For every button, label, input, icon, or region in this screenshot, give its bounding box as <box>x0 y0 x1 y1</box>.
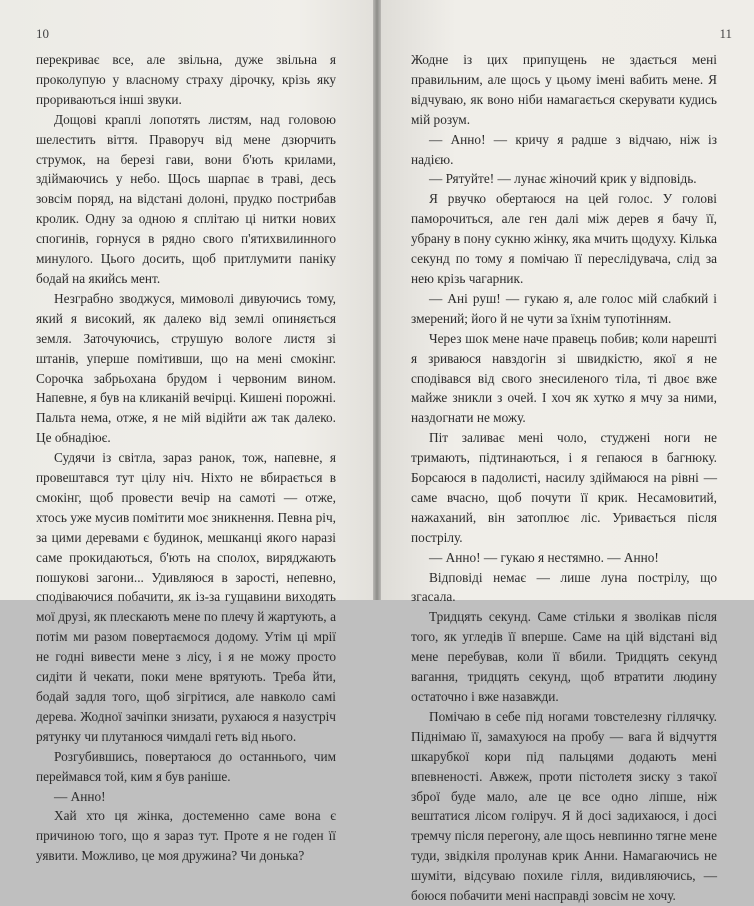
page-number: 10 <box>36 26 49 41</box>
paragraph: Хай хто ця жінка, достеменно саме вона є причиною того, що я зараз тут. Проте я не годен її уявити. Можливо, це моя дружина? Чи донька? <box>36 808 336 864</box>
paragraph: — Анно! <box>54 788 106 804</box>
paragraph: — Анно! — кричу я радше з відчаю, ніж із надією. <box>411 131 717 167</box>
paragraph: Дощові краплі лопотять листям, над головою шелестить віття. Праворуч від мене дзюрчить струмок, на березі гави, вони б'ють крилами, здіймаючись у небо. Щось шарпає в траві, десь зовсім поряд, на відстані долоні, прудко пострибав кролик. Одну за одною я сплітаю ці нитки нових спогинів, горнуся в рядно свого п'ятихвилинного минулого. Цього досить, щоб притлумити паніку бодай на якийсь мент. <box>36 111 336 286</box>
right-page <box>381 0 754 904</box>
paragraph: Судячи із світла, зараз ранок, тож, напевне, я провештався тут цілу ніч. Ніхто не вбирається в смокінг, щоб провести вечір на самоті — отже, хтось уже мусив помітити моє зникнення. Певна річ, за цими деревами є будинок, мешканці якого наразі саме прокидаються, б'ють на сполох, виряджають пошукові загони... Удивляюся в зарості, непевно, сподіваючися побачити, як із-за гущавини виходять мої друзі, як плескають мене по плечу й жартують, а потім ми разом повертаємося додому. Утім ці мрії не годні вивести мене з лісу, і я не можу просто сидіти й чекати, поки мене врятують. Треба йти, бодай задля того, щоб зігрітися, але навколо самі дерева. Жодної зачіпки знизати, рухаюся я назустріч рятунку чи плутанюся чимдалі геть від нього. <box>36 450 336 744</box>
paragraph: — Рятуйте! — лунає жіночий крик у відповідь. <box>429 171 697 187</box>
page-text <box>36 50 336 866</box>
page-number: 11 <box>719 26 732 41</box>
paragraph: Я рвучко обертаюся на цей голос. У голові паморочиться, але ген далі між дерев я бачу її, убрану в пону сукню жінку, яка мчить щодуху. Кілька секунд по тому я помічаю її переслідувача, слід за нею крізь чагарник. <box>411 191 717 286</box>
paragraph: Тридцять секунд. Саме стільки я зволікав після того, як угледів її вперше. Саме на цій відстані від мене перебував, коли її вбили. Тридцять секунд вагання, тридцять секунд, щоб втратити людину остаточно і вже назавжди. <box>411 609 717 704</box>
paragraph: Відповіді немає — лише лунa пострілу, що згасала. <box>411 569 717 605</box>
paragraph: Піт заливає мені чоло, студжені ноги не тримають, підтинаються, і я гепаюся в багнюку. Борсаюся в падолисті, насилу здіймаюся на рівні — саме вчасно, щоб почути її крик. Несамовитий, нажаханий, він затоплює ліс. Уривається після пострілу. <box>411 430 717 545</box>
paragraph: — Ані руш! — гукаю я, але голос мій слабкий і змерений; його й не чути за їхнім тупотінням. <box>411 290 717 326</box>
paragraph: Жодне із цих припущень не здається мені правильним, але щось у цьому імені вабить мене. Я відчуваю, як воно ніби намагається скерувати кудись мій розум. <box>411 52 717 127</box>
left-page <box>0 0 373 864</box>
paragraph: Незграбно зводжуся, мимоволі дивуючись тому, який я високий, як далеко від землі опиняється земля. Заточуючись, струшую вологе листя зі штанів, уперше помітивши, що на мені смокінг. Сорочка забрьохана брудом і червоним вином. Напевне, я був на кликаній вечірці. Кишені порожні. Пальта нема, отже, я не мій відійти аж так далеко. Це обнадіює. <box>36 290 336 446</box>
paragraph: Через шок мене наче правець побив; коли нарешті я зриваюся навздогін зі швидкістю, якої я не сподівався від свого знесиленого тіла, ті двоє вже майже зникли з очей. І хоч як хутко я мчу за ними, наздогнати не можу. <box>411 330 717 426</box>
paragraph: Розгубившись, повертаюся до останнього, чим переймався той, ким я був раніше. <box>36 748 336 784</box>
paragraph: перекриває все, але звільна, дуже звільна я проколупую у власному страху дірочку, крізь яку прориваються інші звуки. <box>36 52 336 107</box>
paragraph: Помічаю в себе під ногами товстелезну гіллячку. Піднімаю її, замахуюся на пробу — вага й відчуття шкарубкої кори під пальцями додають мені впевненості. Авжеж, проти пістолетя зиску з такої зброї буде мало, але це все одно ліпше, ніж вештатися лісом голіруч. Я й досі задихаюся, і досі тремчу після перегону, але щось невпинно тягне мене туди, звідкіля пролунав крик Анни. Намагаючись не шуміти, відсуваю похиле гілля, видивляючись, — боюся побачити мені насправді зовсім не хочу. <box>411 708 717 904</box>
page-text <box>411 50 717 906</box>
book-gutter <box>373 0 381 600</box>
paragraph: — Анно! — гукаю я нестямно. — Анно! <box>429 549 659 565</box>
